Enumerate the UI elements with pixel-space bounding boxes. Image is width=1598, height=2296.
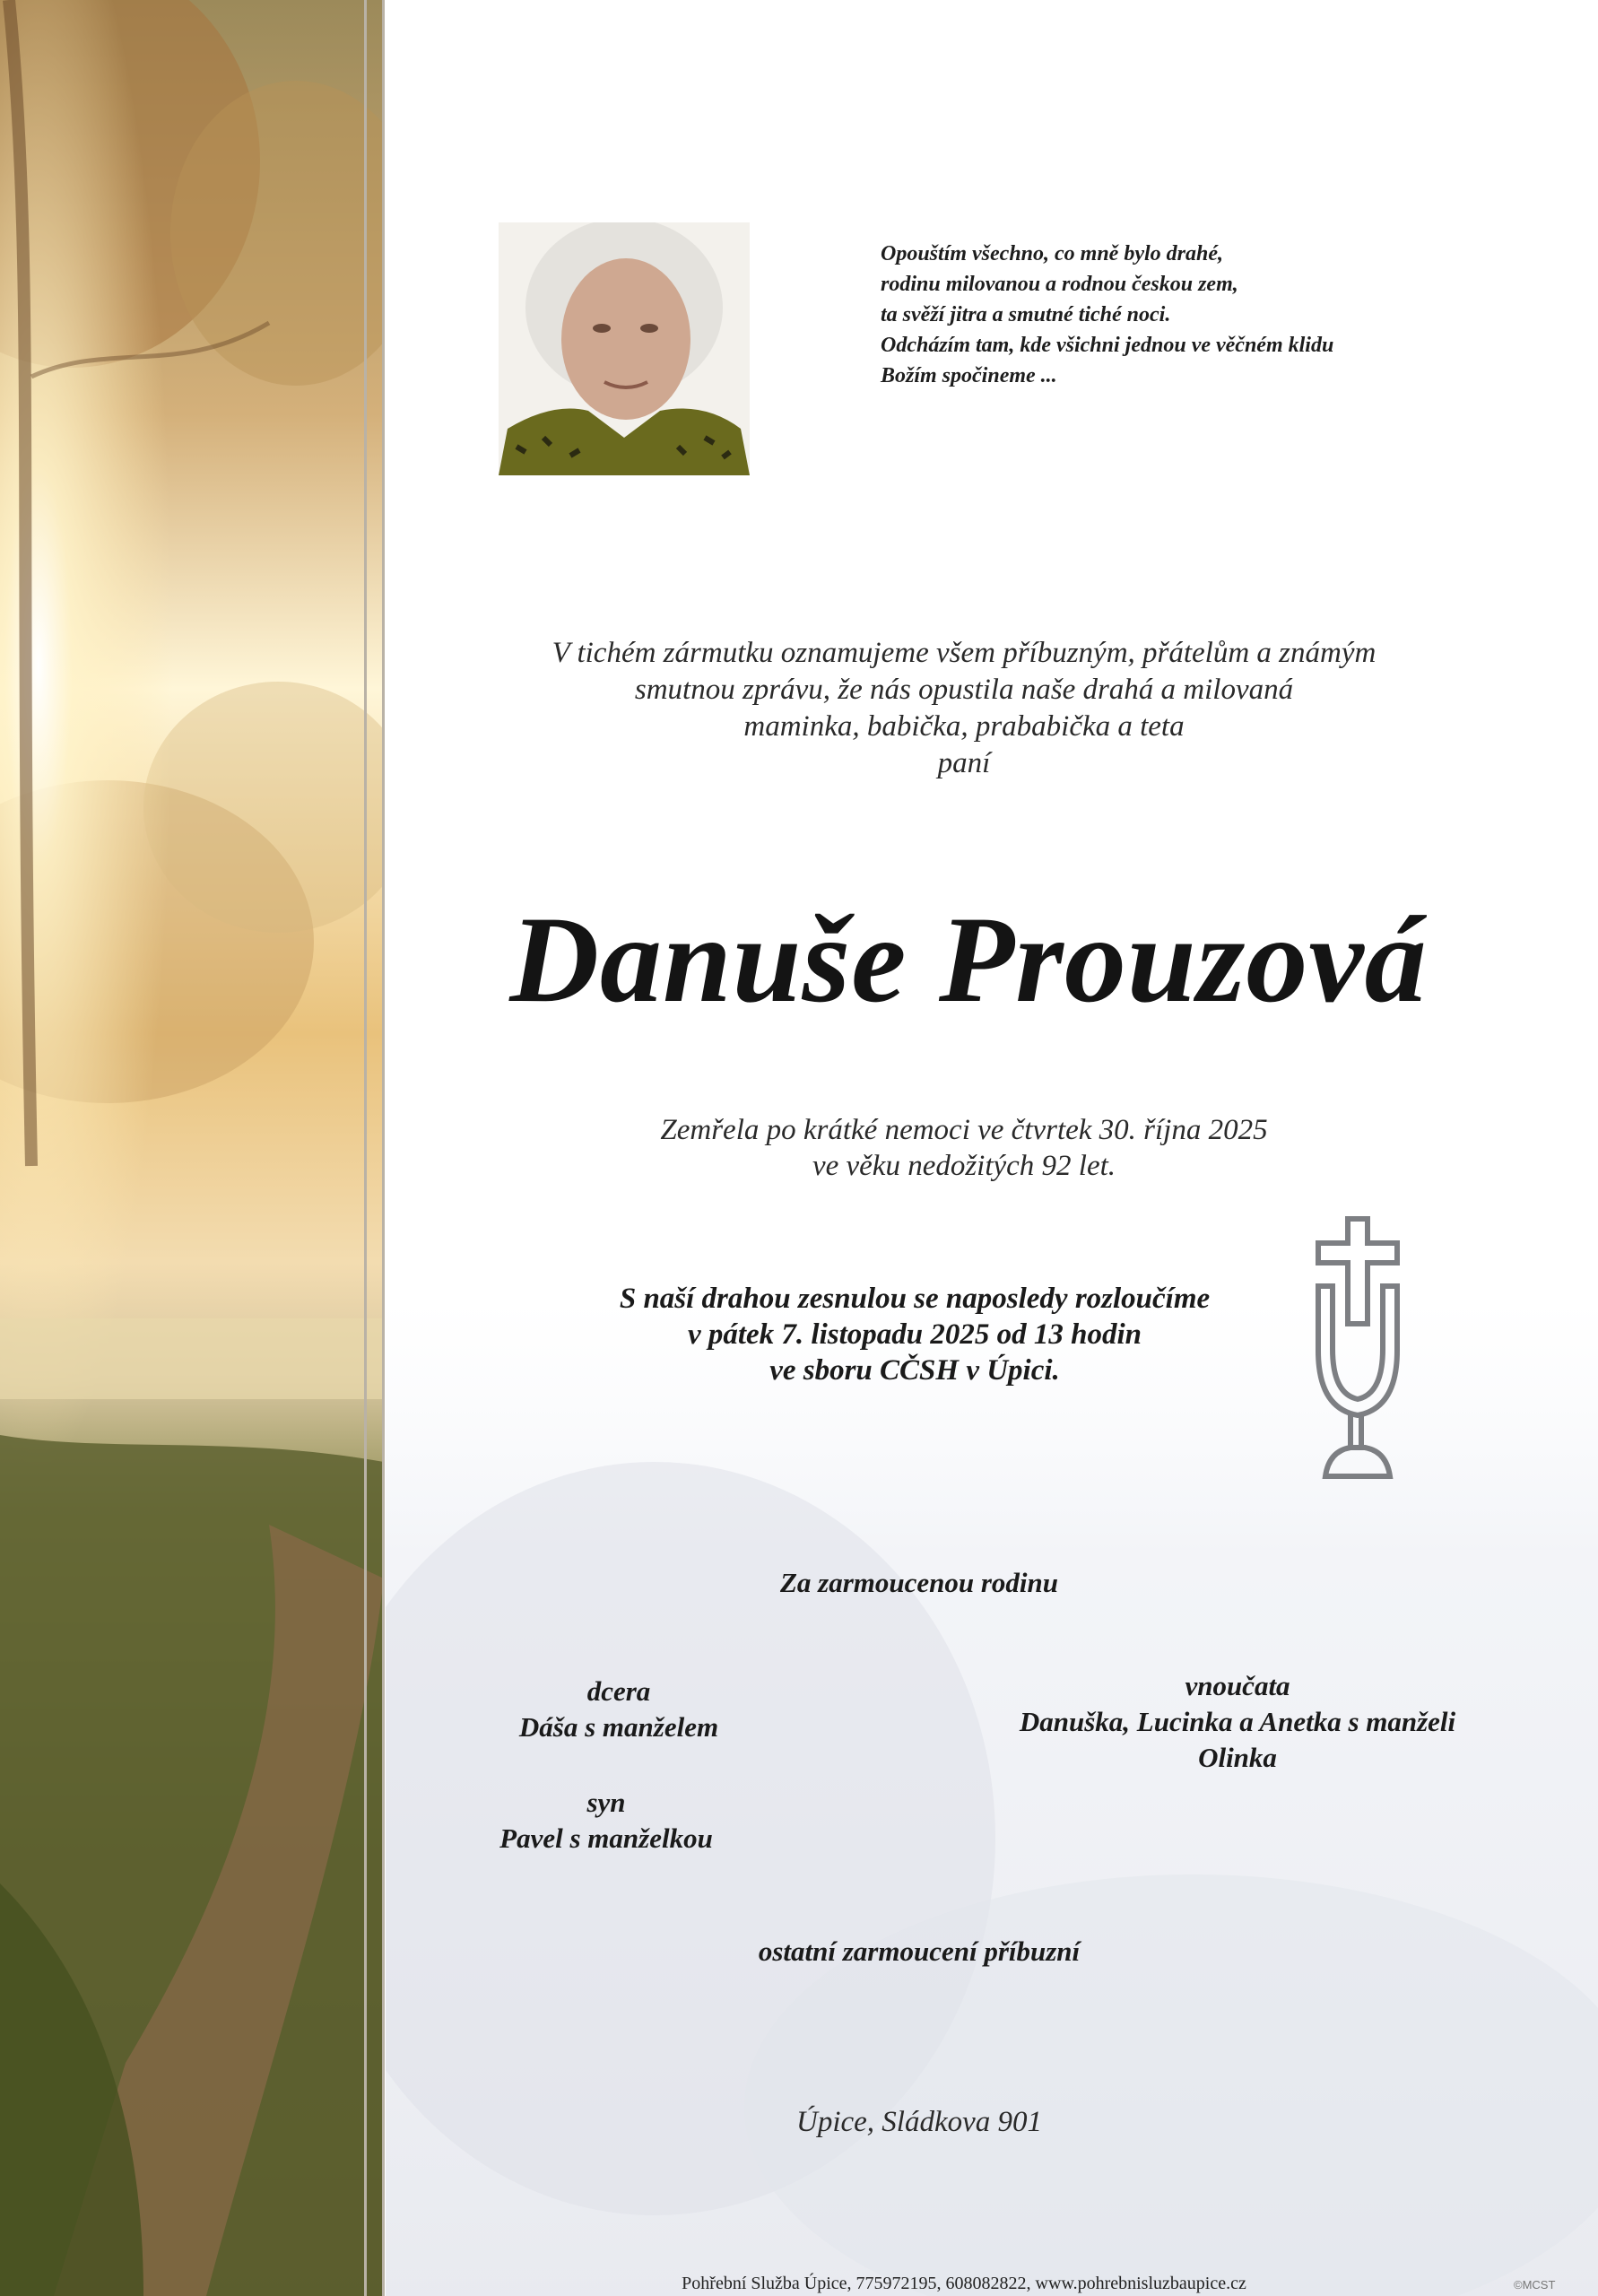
family-daughter [439,1674,798,1745]
poem-quote [881,239,1490,391]
poem-line: Odcházím tam, kde všichni jednou ve věčném klidu [881,334,1334,357]
portrait-photo [499,222,750,475]
farewell-line: v pátek 7. listopadu 2025 od 13 hodin [687,1318,1142,1351]
son-label: syn [586,1787,626,1818]
farewell-details [466,1281,1363,1388]
family-heading: Za zarmoucenou rodinu [779,1567,1059,1598]
death-details [395,1112,1533,1184]
deceased-name: Danuše Prouzová [509,891,1428,1028]
announcement-line: smutnou zprávu, že nás opustila naše drahá a milovaná [634,674,1294,706]
side-landscape-photo [0,0,384,2296]
announcement-line: V tichém zármutku oznamujeme všem příbuzným, přátelům a známým [551,637,1377,669]
announcement-text [395,635,1533,782]
grandchildren-names: Danuška, Lucinka a Anetka s manželi [1019,1706,1456,1737]
funeral-service-footer: Pohřební Služba Úpice, 775972195, 608082822, www.pohrebnisluzbaupice.cz [682,2274,1246,2293]
poem-line: Božím spočineme ... [881,364,1057,387]
copyright-mark: ©MCST [1514,2278,1556,2292]
farewell-line: S naší drahou zesnulou se naposledy rozloučíme [619,1283,1211,1315]
cross-chalice-icon [1311,1216,1404,1482]
divider-line-left [364,0,367,2296]
son-name: Pavel s manželkou [499,1822,713,1854]
death-line: Zemřela po krátké nemoci ve čtvrtek 30. října 2025 [660,1114,1268,1146]
poem-line: Opouštím všechno, co mně bylo drahé, [881,242,1223,265]
grandchildren-label: vnoučata [1185,1670,1290,1701]
daughter-name: Dáša s manželem [518,1711,719,1743]
family-grandchildren [951,1668,1524,1776]
announcement-line: paní [937,747,991,779]
poem-line: rodinu milovanou a rodnou českou zem, [881,273,1238,296]
address: Úpice, Sládkova 901 [795,2106,1042,2138]
daughter-label: dcera [586,1675,651,1707]
death-line: ve věku nedožitých 92 let. [812,1150,1116,1182]
family-son [427,1785,786,1857]
family-others: ostatní zarmoucení příbuzní [758,1935,1081,1967]
announcement-line: maminka, babička, prababička a teta [743,710,1185,743]
grandchildren-names-2: Olinka [1198,1742,1277,1773]
divider-line-right [382,0,385,2296]
poem-line: ta svěží jitra a smutné tiché noci. [881,303,1171,326]
farewell-line: ve sboru CČSH v Úpici. [769,1354,1060,1387]
